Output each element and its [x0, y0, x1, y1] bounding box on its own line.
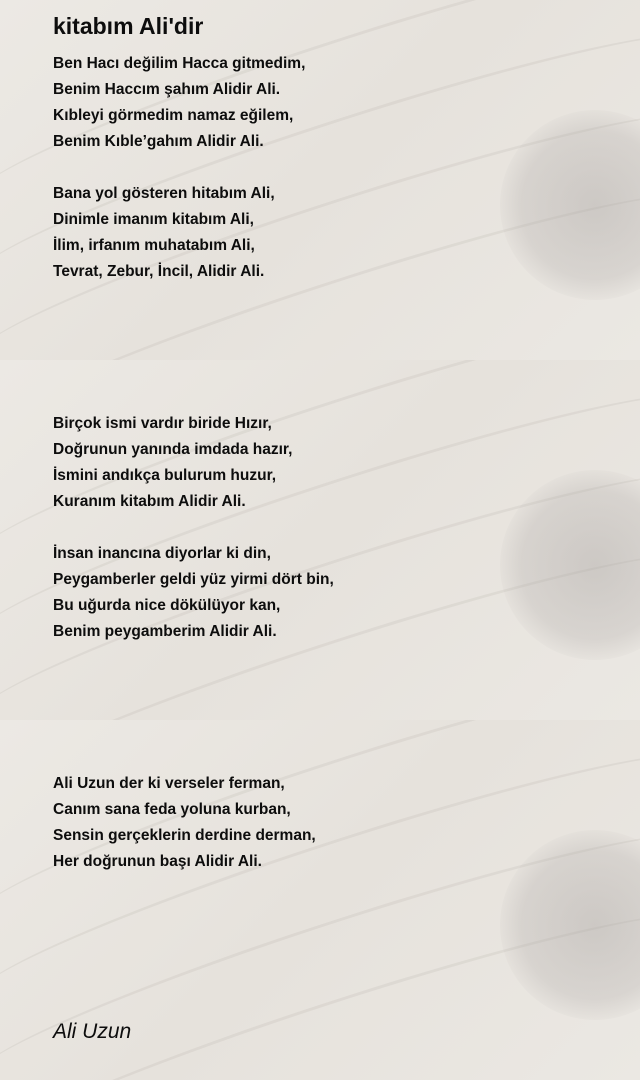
poem-line: İsmini andıkça bulurum huzur, [53, 467, 277, 484]
stanza-1 [53, 51, 305, 155]
poem-line: Bana yol gösteren hitabım Ali, [53, 185, 275, 202]
poem-line: İnsan inancına diyorlar ki din, [53, 545, 271, 562]
poem-line: Bu uğurda nice dökülüyor kan, [53, 597, 281, 614]
poem-line: İlim, irfanım muhatabım Ali, [53, 237, 255, 254]
poem-author: Ali Uzun [53, 1020, 132, 1043]
stanza-2 [53, 181, 275, 285]
poem-line: Peygamberler geldi yüz yirmi dört bin, [53, 571, 334, 588]
stanza-4 [53, 541, 334, 645]
stanza-3 [53, 411, 292, 515]
poem-line: Her doğrunun başı Alidir Ali. [53, 853, 262, 870]
stanza-5 [53, 771, 316, 875]
poem-line: Ben Hacı değilim Hacca gitmedim, [53, 55, 306, 72]
poem-line: Dinimle imanım kitabım Ali, [53, 211, 254, 228]
poem-line: Kıbleyi görmedim namaz eğilem, [53, 107, 294, 124]
poem-line: Ali Uzun der ki verseler ferman, [53, 775, 285, 792]
poem-line: Doğrunun yanında imdada hazır, [53, 441, 293, 458]
poem-line: Kuranım kitabım Alidir Ali. [53, 493, 246, 510]
poem-line: Benim peygamberim Alidir Ali. [53, 623, 277, 640]
poem-line: Birçok ismi vardır biride Hızır, [53, 415, 272, 432]
poem-title: kitabım Ali'dir [53, 13, 204, 39]
poem-line: Canım sana feda yoluna kurban, [53, 801, 291, 818]
poem-line: Tevrat, Zebur, İncil, Alidir Ali. [53, 263, 265, 280]
poem-line: Sensin gerçeklerin derdine derman, [53, 827, 316, 844]
poem-line: Benim Kıble’gahım Alidir Ali. [53, 133, 264, 150]
poem-line: Benim Haccım şahım Alidir Ali. [53, 81, 281, 98]
